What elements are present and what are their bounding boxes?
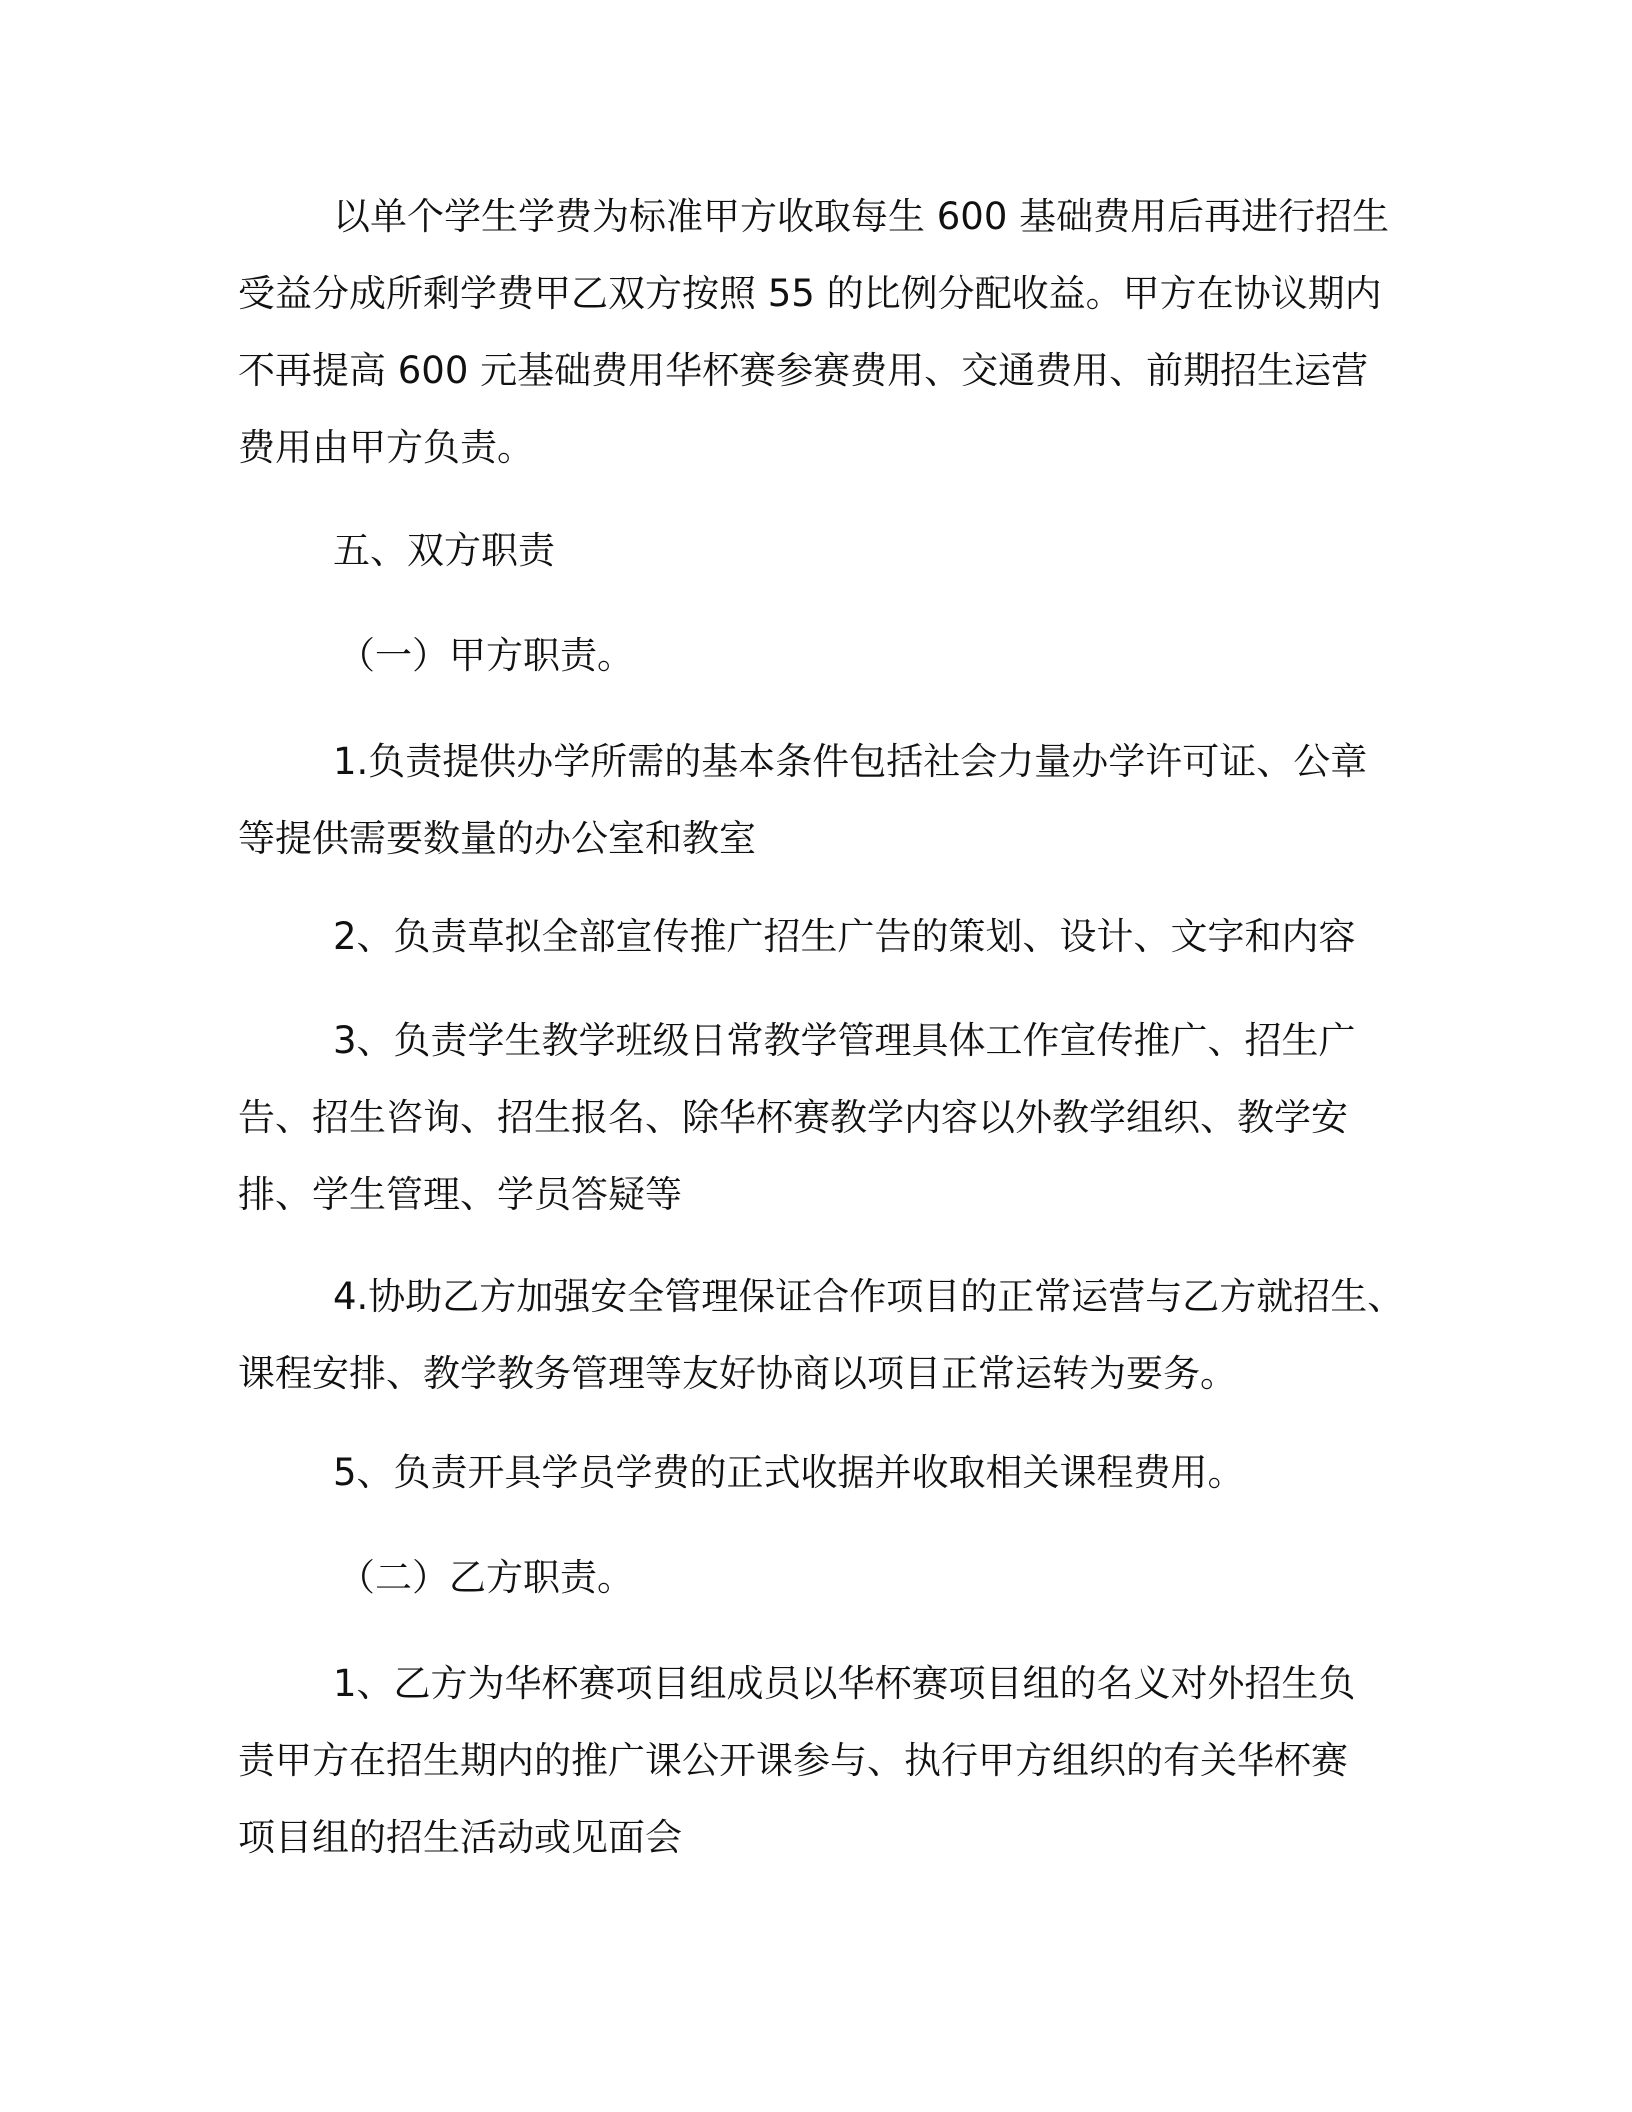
text-line: 3、负责学生教学班级日常教学管理具体工作宣传推广、招生广 bbox=[333, 1019, 1356, 1062]
section-five-heading: 五、双方职责 bbox=[333, 529, 555, 572]
text-line: 1.负责提供办学所需的基本条件包括社会力量办学许可证、公章 bbox=[333, 740, 1368, 783]
subsection-heading: （一）甲方职责。 bbox=[338, 634, 634, 677]
party-a-item-3 bbox=[238, 1002, 1408, 1233]
text-line: 排、学生管理、学员答疑等 bbox=[238, 1173, 682, 1216]
party-a-item-1 bbox=[238, 723, 1408, 877]
party-b-heading bbox=[238, 1539, 1408, 1616]
subsection-heading: （二）乙方职责。 bbox=[338, 1556, 634, 1599]
text-line: 以单个学生学费为标准甲方收取每生 600 基础费用后再进行招生 bbox=[333, 195, 1390, 238]
text-line: 项目组的招生活动或见面会 bbox=[238, 1816, 682, 1859]
text-line: 责甲方在招生期内的推广课公开课参与、执行甲方组织的有关华杯赛 bbox=[238, 1739, 1348, 1782]
text-line: 4.协助乙方加强安全管理保证合作项目的正常运营与乙方就招生、 bbox=[333, 1275, 1405, 1318]
text-line: 受益分成所剩学费甲乙双方按照 55 的比例分配收益。甲方在协议期内 bbox=[238, 272, 1382, 315]
section-heading bbox=[238, 512, 1408, 589]
fee-paragraph bbox=[238, 178, 1408, 486]
party-a-item-2 bbox=[238, 898, 1408, 975]
text-line: 1、乙方为华杯赛项目组成员以华杯赛项目组的名义对外招生负 bbox=[333, 1662, 1356, 1705]
text-line: 费用由甲方负责。 bbox=[238, 426, 534, 469]
text-line: 课程安排、教学教务管理等友好协商以项目正常运转为要务。 bbox=[238, 1352, 1237, 1395]
party-a-heading bbox=[238, 617, 1408, 694]
text-line: 5、负责开具学员学费的正式收据并收取相关课程费用。 bbox=[333, 1451, 1245, 1494]
party-a-item-4 bbox=[238, 1258, 1408, 1412]
text-line: 等提供需要数量的办公室和教室 bbox=[238, 817, 756, 860]
text-line: 不再提高 600 元基础费用华杯赛参赛费用、交通费用、前期招生运营 bbox=[238, 349, 1369, 392]
text-line: 告、招生咨询、招生报名、除华杯赛教学内容以外教学组织、教学安 bbox=[238, 1096, 1348, 1139]
party-b-item-1 bbox=[238, 1645, 1408, 1876]
party-a-item-5 bbox=[238, 1434, 1408, 1511]
text-line: 2、负责草拟全部宣传推广招生广告的策划、设计、文字和内容 bbox=[333, 915, 1356, 958]
